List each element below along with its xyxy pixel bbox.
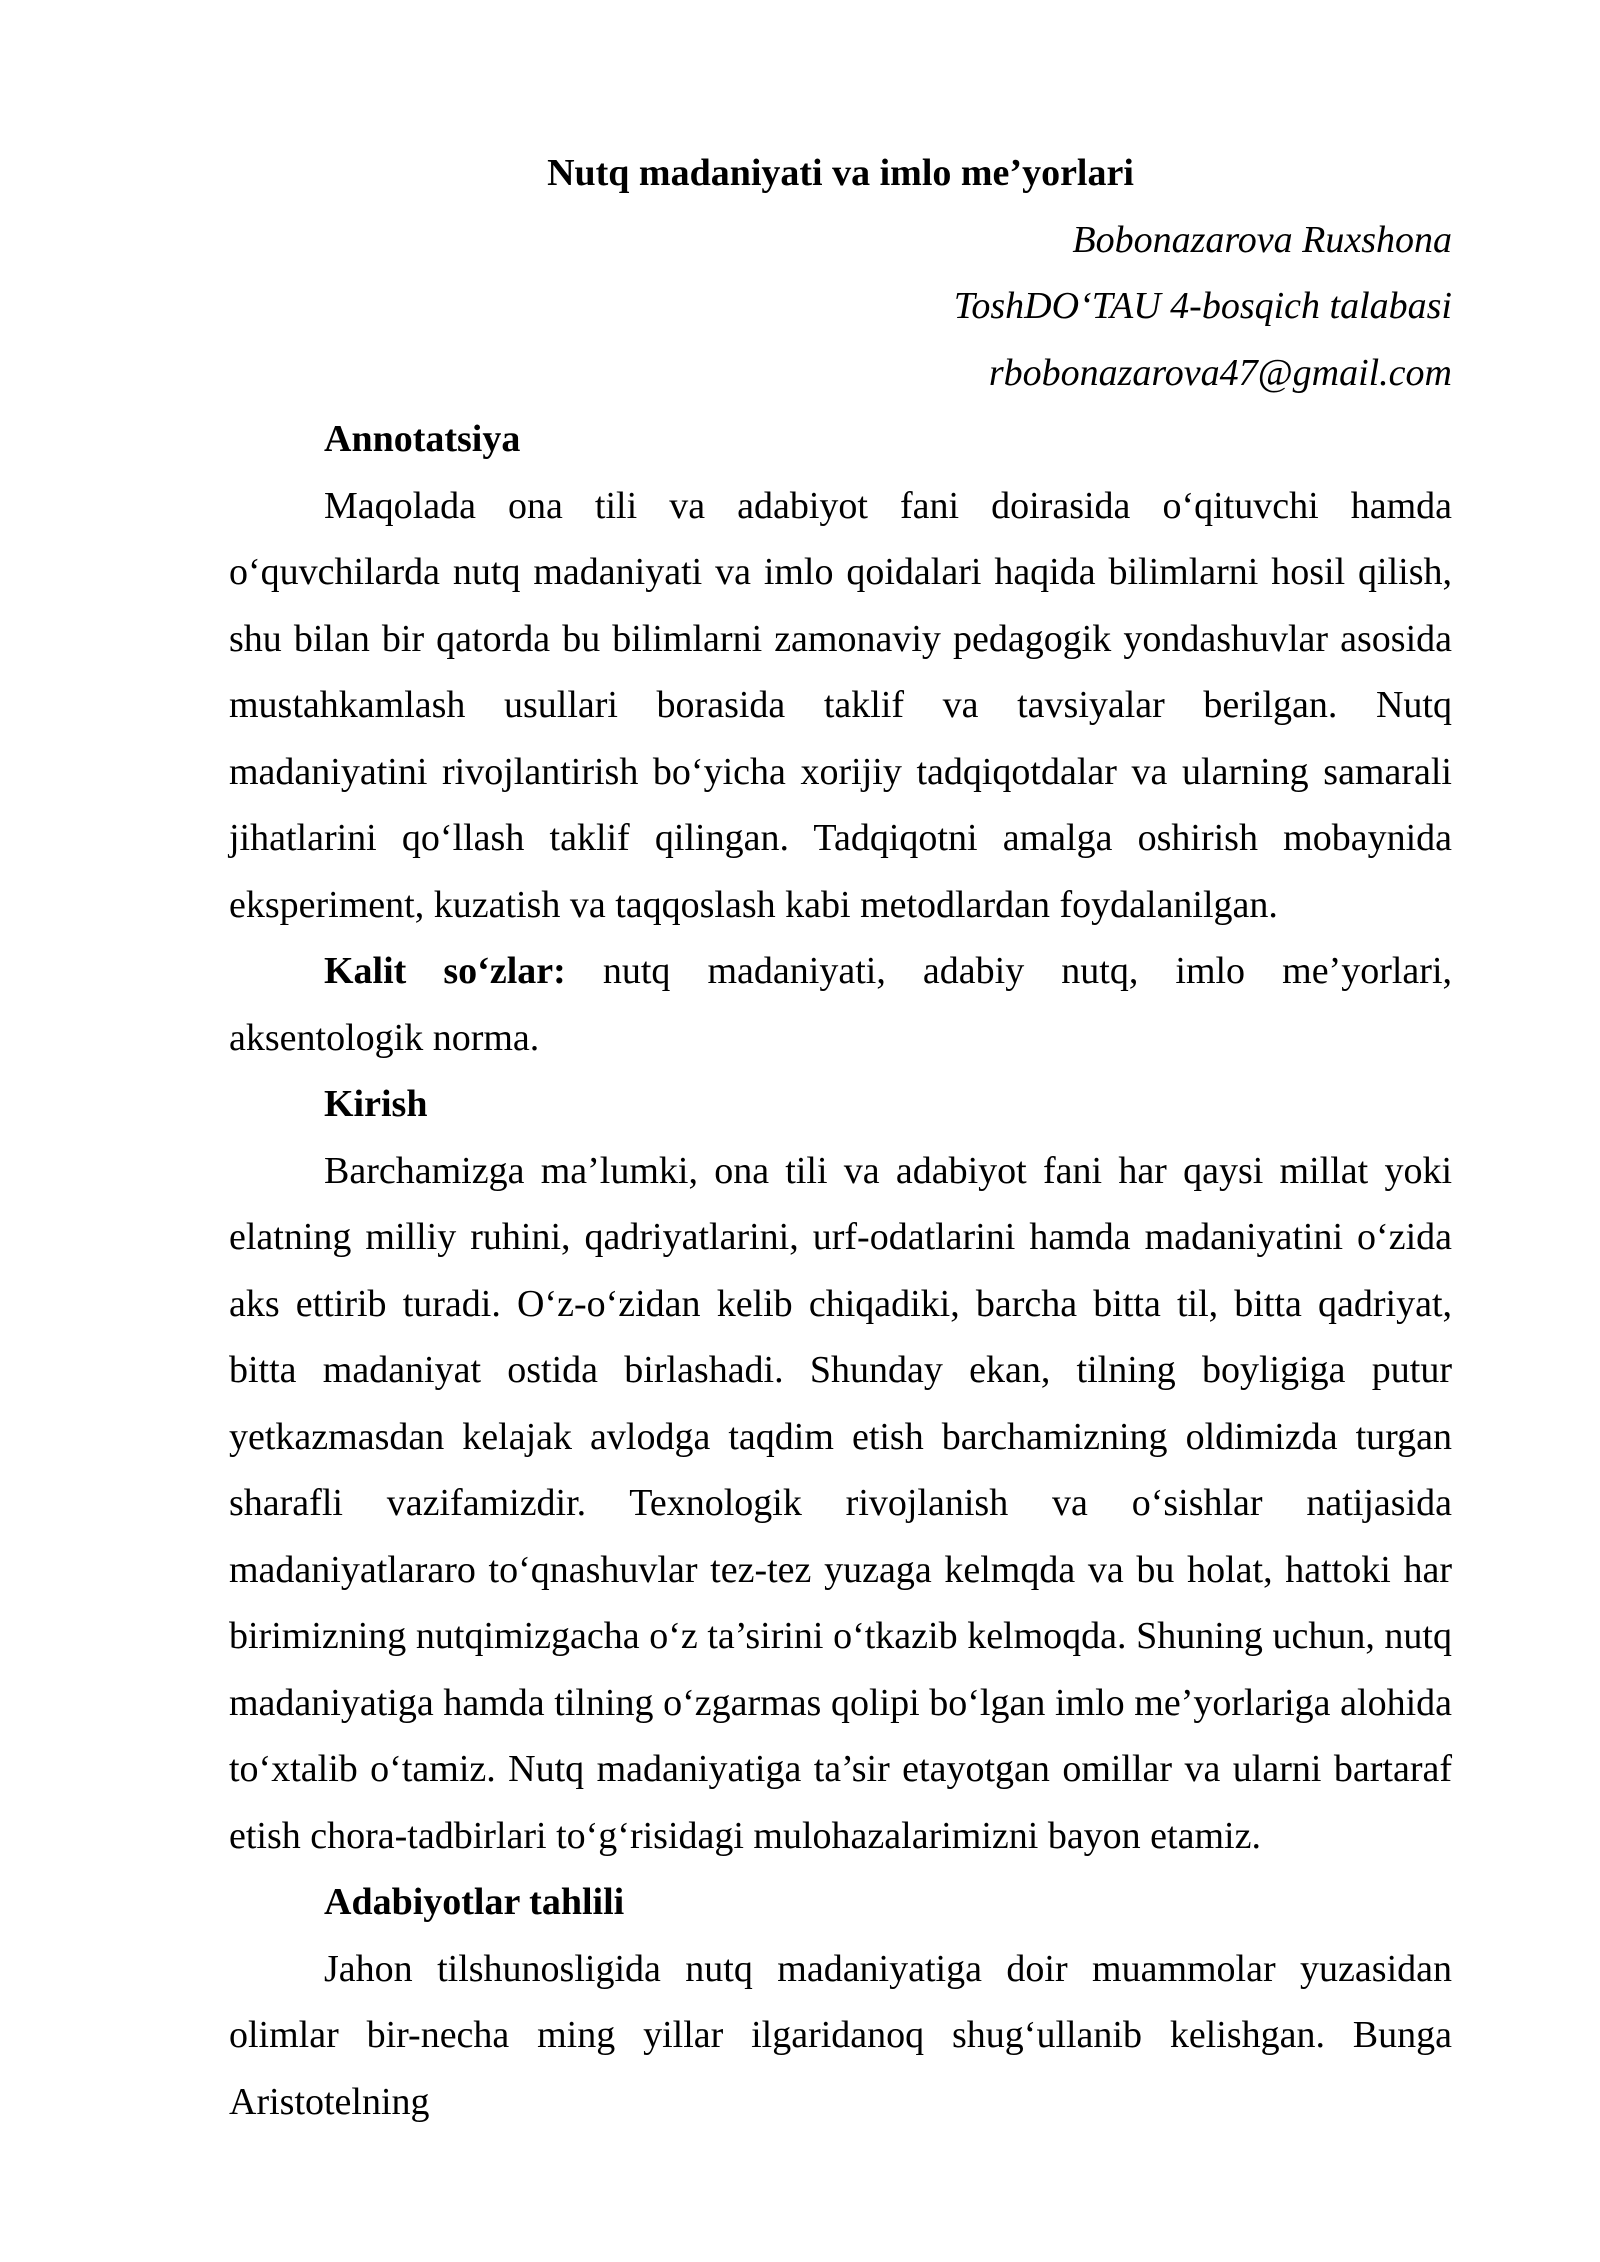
author-email: rbobonazarova47@gmail.com bbox=[988, 351, 1452, 394]
heading-kirish: Kirish bbox=[324, 1083, 428, 1125]
keywords-label: Kalit so‘zlar: bbox=[324, 950, 566, 992]
adabiyotlar-paragraph: Jahon tilshunosligida nutq madaniyatiga doir muammolar yuzasidan olimlar bir-necha ming yillar ilgaridanoq shug‘ullanib kelishgan. Bunga Aristotelning bbox=[229, 1947, 1452, 2123]
article-title: Nutq madaniyati va imlo me’yorlari bbox=[547, 152, 1134, 194]
keywords-text: nutq madaniyati, adabiy nutq, imlo me’yorlari, aksentologik norma. bbox=[229, 950, 1453, 1059]
byline-block bbox=[229, 207, 1452, 407]
author-name: Bobonazarova Ruxshona bbox=[1072, 218, 1452, 261]
heading-annotatsiya: Annotatsiya bbox=[324, 418, 521, 460]
annotation-paragraph: Maqolada ona tili va adabiyot fani doirasida o‘qituvchi hamda o‘quvchilarda nutq madaniyati va imlo qoidalari haqida bilimlarni hosil qilish, shu bilan bir qatorda bu bilimlarni zamonaviy pedagogik yondashuvlar asosida mustahkamlash usullari borasida taklif va tavsiyalar berilgan. Nutq madaniyatini rivojlantirish bo‘yicha xorijiy tadqiqotdalar va ularning samarali jihatlarini qo‘llash taklif qilingan. Tadqiqotni amalga oshirish mobaynida eksperiment, kuzatish va taqqoslash kabi metodlardan foydalanilgan. bbox=[229, 484, 1452, 926]
keywords-paragraph bbox=[229, 938, 1452, 1071]
author-affiliation: ToshDO‘TAU 4-bosqich talabasi bbox=[953, 285, 1452, 327]
kirish-paragraph: Barchamizga ma’lumki, ona tili va adabiyot fani har qaysi millat yoki elatning milliy ruhini, qadriyatlarini, urf-odatlarini hamda madaniyatini o‘zida aks ettirib turadi. O‘z-o‘zidan kelib chiqadiki, barcha bitta til, bitta qadriyat, bitta madaniyat ostida birlashadi. Shunday ekan, tilning boyligiga putur yetkazmasdan kelajak avlodga taqdim etish barchamizning oldimizda turgan sharafli vazifamizdir. Texnologik rivojlanish va o‘sishlar natijasida madaniyatlararo to‘qnashuvlar tez-tez yuzaga kelmqda va bu holat, hattoki har birimizning nutqimizgacha o‘z ta’sirini o‘tkazib kelmoqda. Shuning uchun, nutq madaniyatiga hamda tilning o‘zgarmas qolipi bo‘lgan imlo me’yorlariga alohida to‘xtalib o‘tamiz. Nutq madaniyatiga ta’sir etayotgan omillar va ularni bartaraf etish chora-tadbirlari to‘g‘risidagi mulohazalarimizni bayon etamiz. bbox=[229, 1149, 1452, 1857]
heading-adabiyotlar-tahlili: Adabiyotlar tahlili bbox=[324, 1881, 625, 1923]
